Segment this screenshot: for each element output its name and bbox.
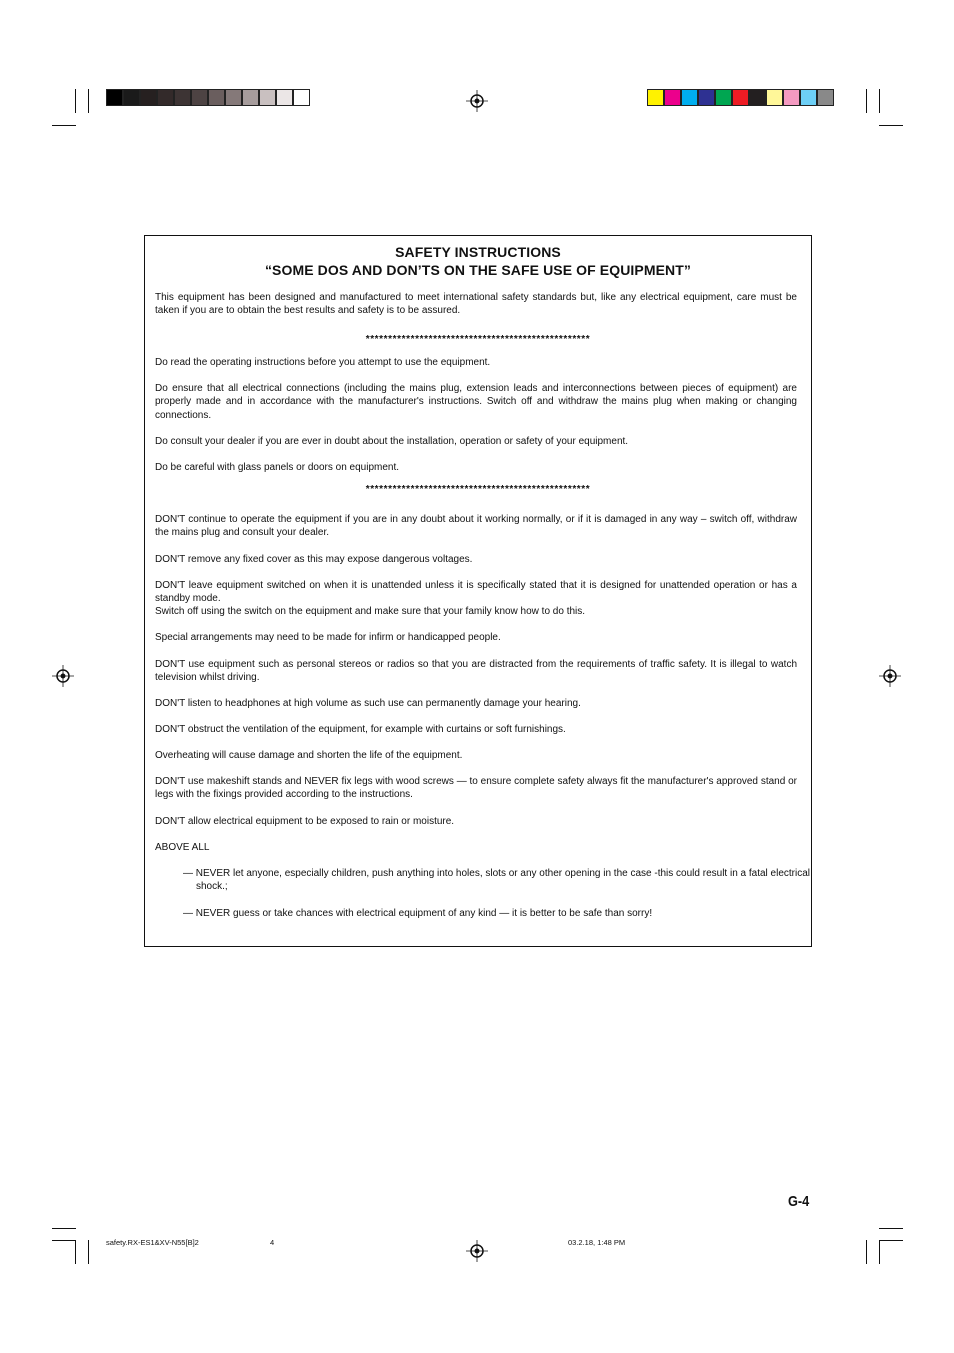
section-title: SAFETY INSTRUCTIONS [395,244,561,260]
dont-item: Special arrangements may need to be made for infirm or handicapped people. [155,632,501,643]
crop-mark [879,125,903,126]
crop-mark [75,1240,76,1264]
dont-item: DON'T leave equipment switched on when it is unattended unless it is specifically stated that it is designed for unattended operation or has a standby mode. [155,580,797,605]
gray-swatch [242,89,259,106]
registration-mark-icon [466,1240,488,1262]
crop-mark [52,1228,76,1229]
crop-mark [879,1228,903,1229]
footer-page: 4 [270,1238,275,1247]
dont-item: DON'T allow electrical equipment to be exposed to rain or moisture. [155,816,455,827]
separator: ************************************************** [365,334,591,345]
registration-mark-icon [879,665,901,687]
dont-item: DON'T obstruct the ventilation of the equipment, for example with curtains or soft furnishings. [155,724,566,735]
do-item: Do read the operating instructions before you attempt to use the equipment. [155,357,491,368]
do-item: Do consult your dealer if you are ever in doubt about the installation, operation or safety of your equipment. [155,436,629,447]
crop-mark [866,89,867,113]
above-all-item: — NEVER guess or take chances with electrical equipment of any kind — it is better to be safe than sorry! [183,908,653,919]
above-all-heading: ABOVE ALL [155,842,210,853]
section-subtitle: “SOME DOS AND DON’TS ON THE SAFE USE OF EQUIPMENT” [264,262,692,278]
safety-instructions-box [144,235,812,947]
color-swatch [817,89,834,106]
gray-swatch [293,89,310,106]
gray-swatch [191,89,208,106]
color-swatch [783,89,800,106]
color-swatch [647,89,664,106]
registration-mark-icon [52,665,74,687]
gray-swatch [259,89,276,106]
footer-filename: safety.RX-ES1&XV-N55[B]2 [106,1238,199,1247]
color-swatch [766,89,783,106]
color-swatch [681,89,698,106]
crop-mark [88,89,89,113]
registration-mark-icon [466,90,488,112]
dont-item: Overheating will cause damage and shorten the life of the equipment. [155,750,463,761]
dont-item: DON'T continue to operate the equipment if you are in any doubt about it working normally, or if it is damaged in any way – switch off, withdraw the mains plug and consult your dealer. [155,514,797,539]
color-swatch [732,89,749,106]
color-swatch [698,89,715,106]
color-calibration-bar [647,89,834,106]
dont-item: DON'T use equipment such as personal stereos or radios so that you are distracted from the requirements of traffic safety. It is illegal to watch television whilst driving. [155,659,797,684]
gray-swatch [208,89,225,106]
dont-item: Switch off using the switch on the equipment and make sure that your family know how to do this. [155,606,586,617]
color-swatch [715,89,732,106]
page-number: G-4 [788,1193,810,1210]
color-swatch [664,89,681,106]
color-swatch [800,89,817,106]
intro-paragraph: This equipment has been designed and manufactured to meet international safety standards but, like any electrical equipment, care must be taken if you are to obtain the best results and safety is to be assured. [155,292,797,317]
do-item: Do be careful with glass panels or doors on equipment. [155,462,400,473]
gray-swatch [225,89,242,106]
crop-mark [866,1240,867,1264]
crop-mark [879,1240,903,1241]
crop-mark [88,1240,89,1264]
gray-swatch [174,89,191,106]
gray-swatch [123,89,140,106]
gray-swatch [157,89,174,106]
crop-mark [52,125,76,126]
gray-swatch [276,89,293,106]
dont-item: DON'T use makeshift stands and NEVER fix legs with wood screws — to ensure complete safety always fit the manufacturer's approved stand or legs with the fixings provided according to the instructions. [155,776,797,801]
footer-timestamp: 03.2.18, 1:48 PM [568,1238,626,1247]
dont-item: DON'T remove any fixed cover as this may expose dangerous voltages. [155,554,473,565]
do-item: Do ensure that all electrical connections (including the mains plug, extension leads and interconnections between pieces of equipment) are properly made and in accordance with the manufacturer's instructions. Switch off and withdraw the mains plug when making or changing connections. [155,383,797,421]
gray-swatch [106,89,123,106]
above-all-item: — NEVER let anyone, especially children, push anything into holes, slots or any other opening in the case -this could result in a fatal electrical shock.; [183,868,811,893]
color-swatch [749,89,766,106]
crop-mark [52,1240,76,1241]
crop-mark [879,1240,880,1264]
crop-mark [75,89,76,113]
crop-mark [879,89,880,113]
separator: ************************************************** [365,484,591,495]
grayscale-bar [106,89,310,106]
gray-swatch [140,89,157,106]
dont-item: DON'T listen to headphones at high volume as such use can permanently damage your hearing. [155,698,581,709]
